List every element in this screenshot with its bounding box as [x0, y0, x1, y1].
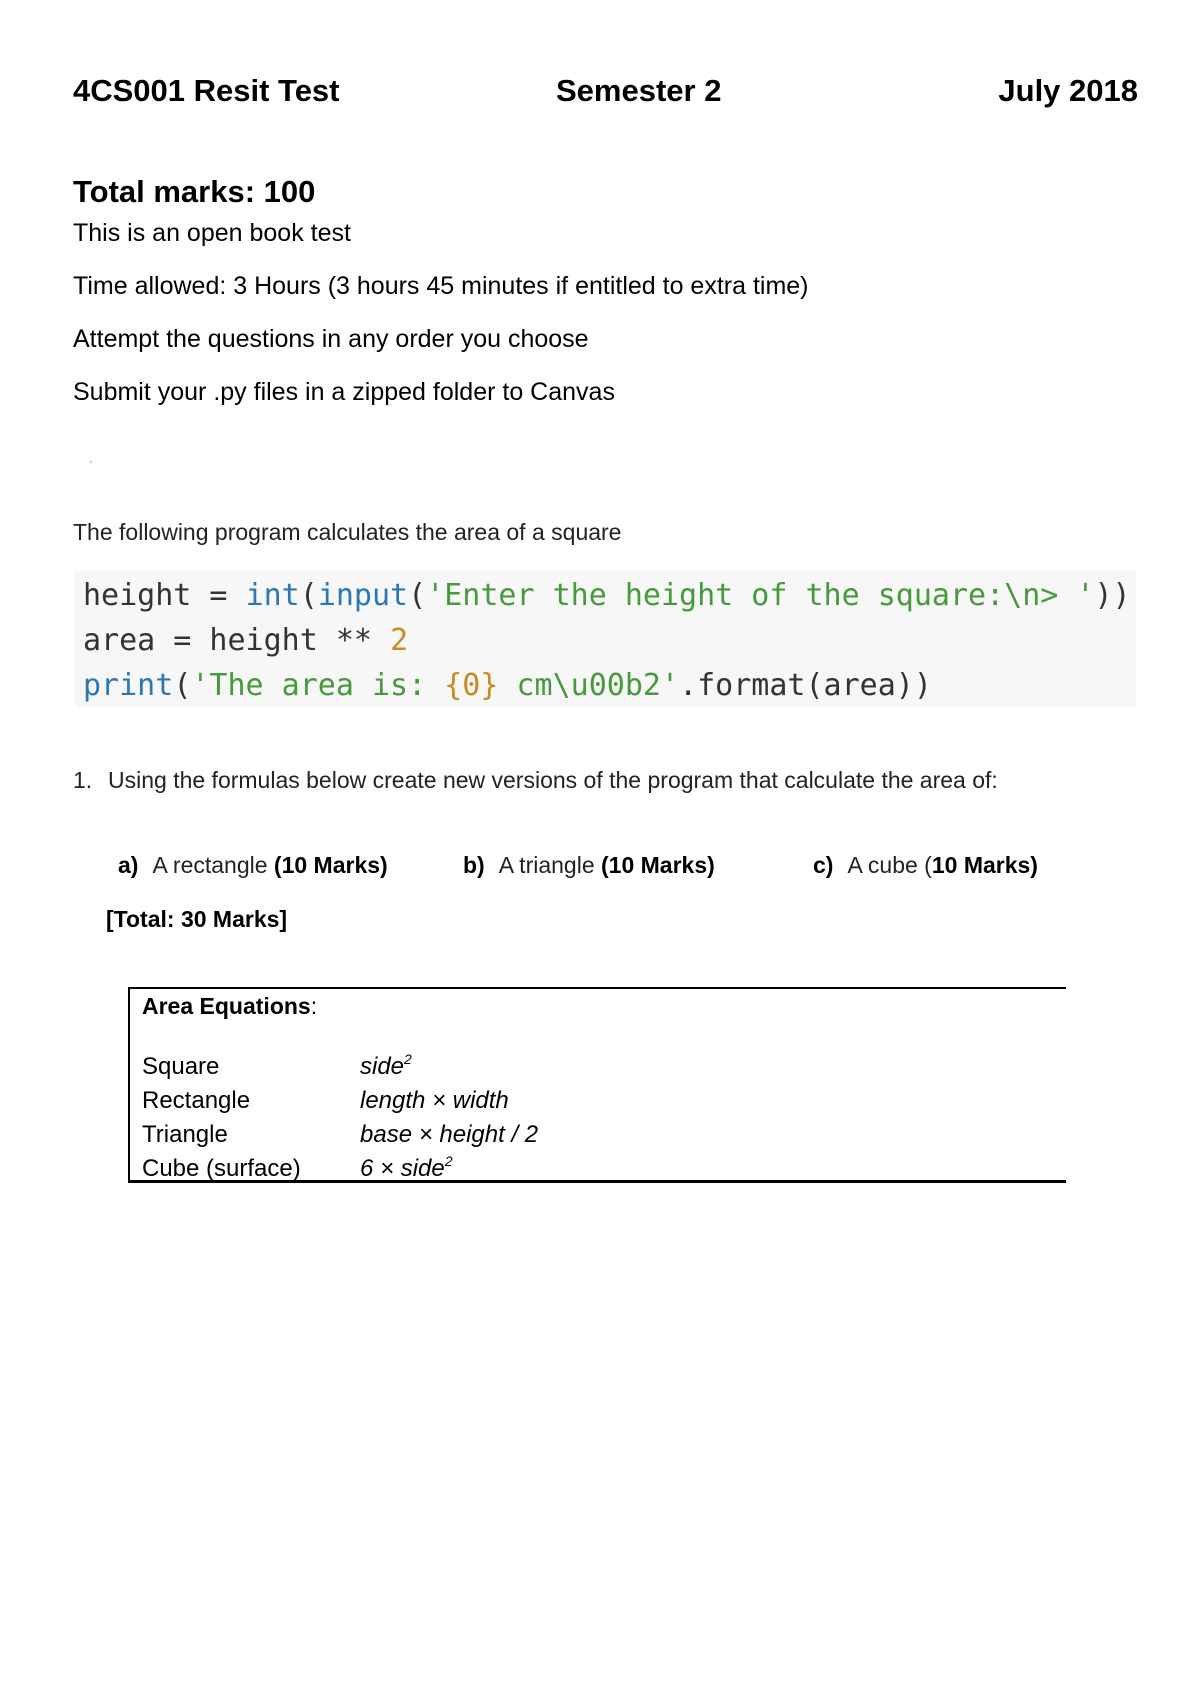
code-token: ))	[1094, 578, 1131, 613]
part-letter: b)	[463, 852, 485, 878]
question-text: Using the formulas below create new versions of the program that calculate the area of:	[108, 767, 998, 793]
code-token: int	[245, 578, 300, 613]
header-date: July 2018	[998, 73, 1138, 108]
code-token: .format(area))	[679, 668, 932, 703]
equation-shape: Square	[142, 1053, 220, 1080]
equations-title	[142, 989, 317, 1023]
code-token: 'Enter the height of the square:\n> '	[426, 578, 1095, 613]
code-token: input	[317, 578, 409, 613]
equation-formula	[360, 1087, 509, 1114]
formula-exponent: 2	[444, 1153, 453, 1169]
program-intro: The following program calculates the area of a square	[73, 519, 622, 545]
equation-row-square	[142, 1050, 1042, 1084]
formula-exponent: 2	[404, 1051, 412, 1067]
formula-text: 6 × side	[360, 1155, 445, 1182]
header-semester: Semester 2	[556, 73, 722, 108]
formula-text: length × width	[360, 1087, 509, 1114]
part-desc: A rectangle	[152, 852, 274, 878]
header-course: 4CS001 Resit Test	[73, 73, 340, 108]
code-token: = height **	[155, 623, 391, 658]
area-equations-box	[128, 987, 1066, 1183]
stray-mark: '	[90, 460, 92, 471]
part-marks: (10 Marks)	[601, 852, 715, 878]
code-line-3	[83, 663, 1136, 708]
equation-shape: Rectangle	[142, 1087, 251, 1114]
formula-text: side	[360, 1053, 405, 1080]
code-token: (	[408, 578, 427, 613]
equations-title-text: Area Equations	[142, 993, 311, 1019]
code-token: height	[83, 578, 192, 613]
part-marks: (10 Marks)	[273, 852, 388, 878]
equation-formula	[360, 1155, 453, 1182]
code-line-1	[83, 573, 1136, 618]
code-line-2	[83, 618, 1136, 663]
code-token: area	[83, 623, 156, 658]
part-desc: A cube (	[847, 852, 932, 878]
code-token: 2	[390, 623, 409, 658]
part-marks: 10 Marks)	[931, 852, 1038, 878]
equation-formula	[360, 1053, 412, 1080]
question-number: 1.	[73, 767, 93, 793]
info-time-allowed: Time allowed: 3 Hours (3 hours 45 minutes if entitled to extra time)	[73, 272, 809, 300]
code-token: 'The area is:	[191, 668, 445, 703]
equations-title-suffix: :	[310, 993, 318, 1019]
code-token: (	[173, 668, 192, 703]
part-desc: A triangle	[498, 852, 602, 878]
equation-formula	[360, 1121, 538, 1148]
question-part-b	[463, 851, 715, 879]
equation-row-rectangle	[142, 1084, 1042, 1118]
code-token: {0}	[444, 668, 499, 703]
code-token: print	[83, 668, 174, 703]
equation-shape: Cube (surface)	[142, 1155, 301, 1182]
equation-row-cube	[142, 1152, 1042, 1186]
equation-row-triangle	[142, 1118, 1042, 1152]
question-1	[73, 766, 998, 794]
question-part-a	[118, 851, 388, 879]
formula-text: base × height / 2	[360, 1121, 539, 1148]
equation-shape: Triangle	[142, 1121, 228, 1148]
code-token: =	[191, 578, 246, 613]
question-part-c	[813, 851, 1038, 879]
question-total: [Total: 30 Marks]	[106, 906, 288, 932]
info-open-book: This is an open book test	[73, 219, 351, 247]
info-order: Attempt the questions in any order you choose	[73, 325, 589, 353]
code-token: (	[299, 578, 318, 613]
total-marks: Total marks: 100	[73, 174, 316, 209]
part-letter: c)	[813, 852, 834, 878]
info-submit: Submit your .py files in a zipped folder to Canvas	[73, 378, 615, 406]
code-block	[74, 571, 1136, 707]
part-letter: a)	[118, 852, 139, 878]
code-token: cm\u00b2'	[498, 668, 680, 703]
